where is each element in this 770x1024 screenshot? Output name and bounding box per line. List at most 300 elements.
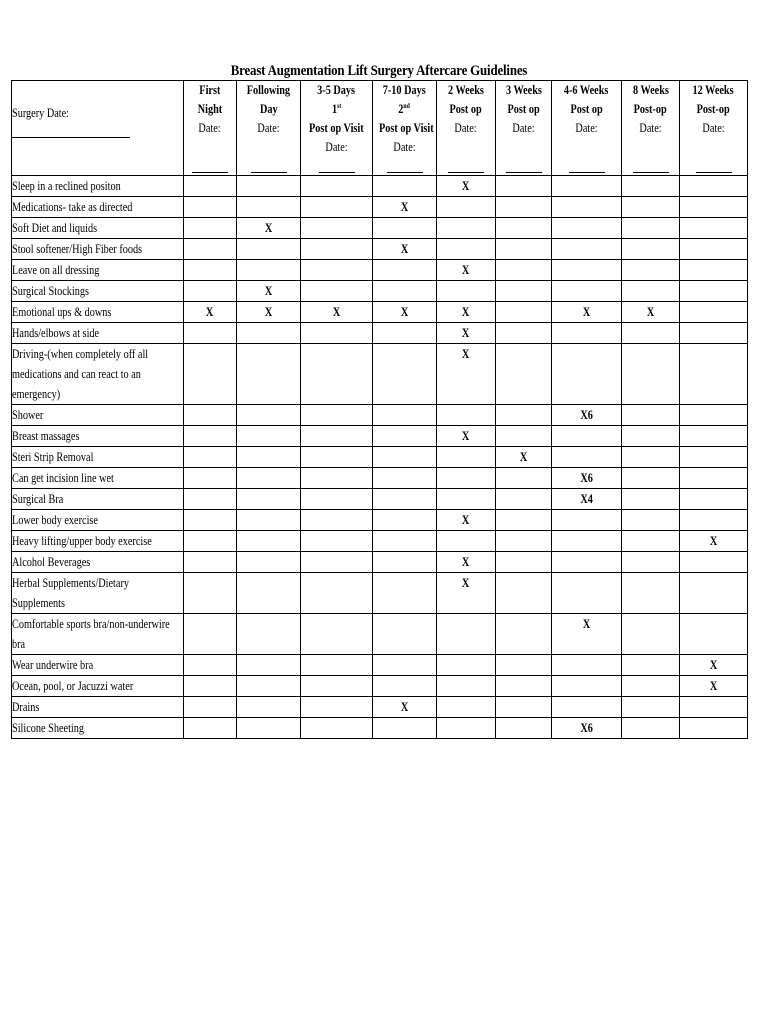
mark-cell[interactable] [496, 697, 552, 718]
mark-cell[interactable] [496, 426, 552, 447]
mark-cell[interactable] [237, 426, 301, 447]
mark-cell[interactable] [184, 718, 237, 739]
mark-cell[interactable] [184, 552, 237, 573]
guideline-line [12, 260, 183, 280]
mark-cell[interactable] [552, 614, 622, 655]
mark-cell[interactable] [437, 405, 496, 426]
mark-cell[interactable] [301, 655, 373, 676]
mark-cell[interactable] [622, 468, 680, 489]
mark-cell[interactable] [184, 510, 237, 531]
guideline-item [12, 344, 184, 405]
mark-cell[interactable] [301, 697, 373, 718]
column-period-text: 3 Weeks [505, 83, 542, 97]
mark-cell[interactable] [437, 239, 496, 260]
mark-cell[interactable] [184, 344, 237, 405]
mark-cell[interactable] [184, 573, 237, 614]
mark-cell[interactable] [680, 447, 748, 468]
mark-cell[interactable] [552, 573, 622, 614]
mark-cell[interactable] [680, 489, 748, 510]
guideline-line [12, 531, 183, 551]
mark-value: X [709, 534, 718, 548]
mark-cell[interactable] [496, 718, 552, 739]
mark-cell[interactable] [680, 260, 748, 281]
table-row [12, 260, 748, 281]
mark-cell[interactable] [373, 718, 437, 739]
column-date-label [373, 138, 436, 157]
column-sub-value: Post op [507, 102, 540, 116]
mark-cell[interactable] [622, 510, 680, 531]
mark-cell[interactable] [496, 344, 552, 405]
mark-cell[interactable] [437, 281, 496, 302]
guideline-line [12, 697, 183, 717]
column-visit [301, 119, 372, 138]
column-sub-value: 1 [331, 102, 337, 116]
mark-cell[interactable] [237, 655, 301, 676]
mark-cell[interactable] [373, 489, 437, 510]
mark-cell[interactable] [237, 281, 301, 302]
guideline-text: Stool softener/High Fiber foods [12, 242, 143, 256]
mark-cell[interactable] [301, 573, 373, 614]
table-row [12, 426, 748, 447]
surgery-date-blank[interactable] [12, 137, 130, 138]
mark-cell[interactable] [680, 573, 748, 614]
mark-cell[interactable] [184, 197, 237, 218]
mark-cell[interactable] [373, 218, 437, 239]
mark-cell[interactable] [301, 323, 373, 344]
column-date-blank[interactable] [251, 172, 287, 173]
mark-cell[interactable] [237, 323, 301, 344]
mark-cell[interactable] [184, 302, 237, 323]
mark-cell[interactable] [496, 218, 552, 239]
column-line3-text: Date: [257, 121, 280, 135]
mark-cell[interactable] [552, 302, 622, 323]
mark-cell[interactable] [496, 405, 552, 426]
mark-cell[interactable] [373, 405, 437, 426]
mark-cell[interactable] [373, 302, 437, 323]
guideline-text: Driving-(when completely off all [12, 347, 149, 361]
mark-cell[interactable] [496, 573, 552, 614]
mark-cell[interactable] [301, 239, 373, 260]
mark-cell[interactable] [184, 531, 237, 552]
mark-value: X6 [580, 721, 593, 735]
mark-cell[interactable] [437, 176, 496, 197]
column-period [373, 81, 436, 100]
table-body [12, 176, 748, 739]
mark-cell[interactable] [184, 676, 237, 697]
mark-cell[interactable] [373, 655, 437, 676]
mark-cell[interactable] [622, 614, 680, 655]
mark-cell[interactable] [301, 405, 373, 426]
mark-cell[interactable] [680, 676, 748, 697]
table-row [12, 552, 748, 573]
mark-cell[interactable] [437, 468, 496, 489]
column-sub-text [570, 100, 602, 119]
mark-cell[interactable] [184, 489, 237, 510]
column-period [237, 81, 300, 100]
mark-value: X [462, 513, 470, 527]
mark-cell[interactable] [552, 218, 622, 239]
guideline-line [12, 364, 183, 384]
mark-cell[interactable] [680, 218, 748, 239]
mark-cell[interactable] [237, 218, 301, 239]
mark-cell[interactable] [552, 176, 622, 197]
mark-cell[interactable] [237, 510, 301, 531]
table-row [12, 405, 748, 426]
mark-cell[interactable] [237, 718, 301, 739]
mark-cell[interactable] [237, 260, 301, 281]
mark-cell[interactable] [301, 218, 373, 239]
guideline-text: Soft Diet and liquids [12, 221, 98, 235]
mark-cell[interactable] [373, 468, 437, 489]
column-line3-text: Date: [702, 121, 725, 135]
mark-cell[interactable] [437, 489, 496, 510]
mark-value: X [400, 700, 409, 714]
table-row [12, 323, 748, 344]
column-date-label [301, 138, 372, 157]
column-sub [237, 100, 300, 119]
mark-cell[interactable] [184, 468, 237, 489]
mark-cell[interactable] [496, 260, 552, 281]
mark-cell[interactable] [680, 197, 748, 218]
column-date-blank[interactable] [319, 172, 355, 173]
column-date-blank[interactable] [192, 172, 228, 173]
guideline-line [12, 510, 183, 530]
mark-cell[interactable] [237, 676, 301, 697]
guideline-item [12, 573, 184, 614]
mark-value: X [462, 305, 470, 319]
mark-cell[interactable] [552, 405, 622, 426]
mark-cell[interactable] [552, 489, 622, 510]
mark-cell[interactable] [373, 552, 437, 573]
mark-cell[interactable] [680, 718, 748, 739]
column-sub-value: Post-op [633, 102, 668, 116]
mark-cell[interactable] [680, 531, 748, 552]
mark-cell[interactable] [437, 426, 496, 447]
mark-cell[interactable] [496, 197, 552, 218]
mark-cell[interactable] [622, 697, 680, 718]
mark-cell[interactable] [373, 197, 437, 218]
mark-cell[interactable] [373, 697, 437, 718]
guideline-text: emergency) [12, 387, 61, 401]
mark-cell[interactable] [301, 531, 373, 552]
mark-cell[interactable] [237, 302, 301, 323]
mark-cell[interactable] [184, 260, 237, 281]
mark-cell[interactable] [552, 344, 622, 405]
mark-cell[interactable] [622, 552, 680, 573]
mark-cell[interactable] [552, 197, 622, 218]
mark-cell[interactable] [622, 676, 680, 697]
column-sub-text [260, 100, 278, 119]
mark-cell[interactable] [680, 344, 748, 405]
column-date-blank[interactable] [696, 172, 732, 173]
mark-cell[interactable] [237, 697, 301, 718]
mark-cell[interactable] [552, 447, 622, 468]
mark-cell[interactable] [184, 176, 237, 197]
mark-cell[interactable] [373, 323, 437, 344]
column-period [680, 81, 747, 100]
mark-cell[interactable] [552, 718, 622, 739]
mark-cell[interactable] [301, 468, 373, 489]
guideline-item [12, 552, 184, 573]
column-header [237, 81, 301, 176]
mark-cell[interactable] [301, 426, 373, 447]
mark-cell[interactable] [496, 176, 552, 197]
mark-cell[interactable] [622, 426, 680, 447]
table-row [12, 176, 748, 197]
column-date-blank[interactable] [633, 172, 669, 173]
mark-cell[interactable] [622, 239, 680, 260]
mark-cell[interactable] [552, 260, 622, 281]
mark-cell[interactable] [552, 655, 622, 676]
mark-cell[interactable] [622, 447, 680, 468]
mark-cell[interactable] [437, 218, 496, 239]
guideline-item [12, 323, 184, 344]
mark-cell[interactable] [184, 323, 237, 344]
mark-cell[interactable] [373, 344, 437, 405]
mark-cell[interactable] [437, 447, 496, 468]
mark-cell[interactable] [373, 531, 437, 552]
column-period [301, 81, 372, 100]
mark-cell[interactable] [237, 468, 301, 489]
column-date-blank[interactable] [506, 172, 542, 173]
mark-cell[interactable] [237, 447, 301, 468]
column-sub-text [697, 100, 730, 119]
mark-cell[interactable] [552, 552, 622, 573]
mark-cell[interactable] [622, 405, 680, 426]
column-date-blank[interactable] [569, 172, 605, 173]
column-sub [496, 100, 551, 119]
mark-cell[interactable] [680, 697, 748, 718]
guideline-text: Drains [12, 700, 40, 714]
mark-cell[interactable] [237, 176, 301, 197]
mark-cell[interactable] [184, 655, 237, 676]
mark-cell[interactable] [552, 323, 622, 344]
mark-cell[interactable] [622, 197, 680, 218]
mark-cell[interactable] [373, 426, 437, 447]
mark-cell[interactable] [184, 697, 237, 718]
mark-cell[interactable] [552, 239, 622, 260]
mark-cell[interactable] [552, 531, 622, 552]
mark-cell[interactable] [496, 281, 552, 302]
mark-cell[interactable] [301, 510, 373, 531]
column-period-text: 2 Weeks [448, 83, 484, 97]
mark-cell[interactable] [680, 302, 748, 323]
mark-cell[interactable] [622, 573, 680, 614]
column-date-blank[interactable] [387, 172, 423, 173]
mark-cell[interactable] [496, 614, 552, 655]
guideline-item [12, 281, 184, 302]
mark-cell[interactable] [622, 218, 680, 239]
mark-cell[interactable] [680, 655, 748, 676]
guideline-item [12, 614, 184, 655]
table-row [12, 531, 748, 552]
table-row [12, 239, 748, 260]
mark-cell[interactable] [622, 260, 680, 281]
mark-value: X [709, 679, 718, 693]
mark-cell[interactable] [680, 176, 748, 197]
mark-cell[interactable] [680, 323, 748, 344]
mark-cell[interactable] [437, 302, 496, 323]
mark-cell[interactable] [622, 281, 680, 302]
mark-cell[interactable] [437, 552, 496, 573]
mark-cell[interactable] [680, 552, 748, 573]
column-period-text: 3-5 Days [317, 83, 356, 97]
mark-cell[interactable] [437, 531, 496, 552]
mark-value: X [582, 305, 591, 319]
table-row [12, 489, 748, 510]
mark-cell[interactable] [437, 197, 496, 218]
mark-cell[interactable] [301, 260, 373, 281]
mark-cell[interactable] [622, 302, 680, 323]
guideline-item [12, 197, 184, 218]
mark-cell[interactable] [301, 447, 373, 468]
mark-value: X [646, 305, 655, 319]
mark-value: X [519, 450, 528, 464]
mark-cell[interactable] [496, 510, 552, 531]
column-date-text: Date: [393, 140, 416, 154]
mark-cell[interactable] [552, 510, 622, 531]
guideline-line [12, 344, 183, 364]
column-header [437, 81, 496, 176]
mark-cell[interactable] [237, 405, 301, 426]
mark-cell[interactable] [622, 344, 680, 405]
mark-cell[interactable] [184, 614, 237, 655]
mark-cell[interactable] [373, 447, 437, 468]
mark-cell[interactable] [301, 281, 373, 302]
mark-cell[interactable] [680, 614, 748, 655]
column-line3-text: Date: [454, 121, 478, 135]
column-header [552, 81, 622, 176]
mark-cell[interactable] [680, 239, 748, 260]
mark-cell[interactable] [437, 510, 496, 531]
mark-cell[interactable] [622, 718, 680, 739]
mark-cell[interactable] [301, 718, 373, 739]
mark-cell[interactable] [373, 176, 437, 197]
mark-cell[interactable] [680, 405, 748, 426]
mark-cell[interactable] [237, 344, 301, 405]
mark-cell[interactable] [680, 468, 748, 489]
guideline-line [12, 573, 183, 593]
mark-cell[interactable] [552, 697, 622, 718]
mark-cell[interactable] [437, 697, 496, 718]
mark-cell[interactable] [237, 614, 301, 655]
mark-cell[interactable] [301, 489, 373, 510]
mark-cell[interactable] [373, 573, 437, 614]
mark-cell[interactable] [237, 197, 301, 218]
mark-cell[interactable] [496, 447, 552, 468]
mark-cell[interactable] [437, 718, 496, 739]
mark-cell[interactable] [184, 218, 237, 239]
guideline-line [12, 239, 183, 259]
mark-cell[interactable] [373, 260, 437, 281]
column-header [301, 81, 373, 176]
column-period [622, 81, 679, 100]
mark-cell[interactable] [184, 426, 237, 447]
guideline-text: Surgical Stockings [12, 284, 89, 298]
mark-cell[interactable] [237, 552, 301, 573]
mark-cell[interactable] [680, 510, 748, 531]
mark-cell[interactable] [496, 655, 552, 676]
mark-cell[interactable] [373, 281, 437, 302]
mark-cell[interactable] [437, 344, 496, 405]
aftercare-table [11, 80, 748, 739]
mark-cell[interactable] [301, 552, 373, 573]
guideline-text: Alcohol Beverages [12, 555, 91, 569]
mark-cell[interactable] [437, 614, 496, 655]
mark-cell[interactable] [373, 510, 437, 531]
mark-cell[interactable] [552, 676, 622, 697]
guideline-line [12, 593, 183, 613]
mark-cell[interactable] [301, 176, 373, 197]
mark-cell[interactable] [373, 614, 437, 655]
mark-cell[interactable] [622, 176, 680, 197]
mark-cell[interactable] [184, 239, 237, 260]
mark-cell[interactable] [237, 531, 301, 552]
column-sub [680, 100, 747, 119]
mark-cell[interactable] [437, 676, 496, 697]
mark-cell[interactable] [184, 405, 237, 426]
mark-cell[interactable] [622, 531, 680, 552]
mark-cell[interactable] [496, 552, 552, 573]
mark-cell[interactable] [622, 323, 680, 344]
mark-cell[interactable] [301, 197, 373, 218]
mark-cell[interactable] [496, 489, 552, 510]
mark-value: X [462, 576, 470, 590]
column-sub-value: Day [259, 102, 278, 116]
mark-value: X [709, 658, 718, 672]
mark-cell[interactable] [437, 655, 496, 676]
guideline-text: Ocean, pool, or Jacuzzi water [12, 679, 134, 693]
mark-cell[interactable] [373, 239, 437, 260]
mark-cell[interactable] [373, 676, 437, 697]
mark-cell[interactable] [184, 281, 237, 302]
column-sub [552, 100, 621, 119]
mark-cell[interactable] [552, 468, 622, 489]
mark-cell[interactable] [301, 344, 373, 405]
column-line3-text: Date: [198, 121, 222, 135]
column-period [552, 81, 621, 100]
mark-cell[interactable] [237, 239, 301, 260]
mark-cell[interactable] [496, 302, 552, 323]
mark-cell[interactable] [184, 447, 237, 468]
column-sub-value: Post op [570, 102, 603, 116]
mark-cell[interactable] [237, 573, 301, 614]
mark-cell[interactable] [680, 281, 748, 302]
mark-cell[interactable] [496, 239, 552, 260]
mark-cell[interactable] [301, 676, 373, 697]
mark-cell[interactable] [496, 323, 552, 344]
mark-cell[interactable] [237, 489, 301, 510]
mark-cell[interactable] [437, 323, 496, 344]
mark-cell[interactable] [622, 655, 680, 676]
mark-cell[interactable] [552, 281, 622, 302]
mark-cell[interactable] [496, 676, 552, 697]
mark-cell[interactable] [552, 426, 622, 447]
column-period-text: 4-6 Weeks [564, 83, 609, 97]
mark-cell[interactable] [622, 489, 680, 510]
mark-cell[interactable] [301, 614, 373, 655]
table-row [12, 281, 748, 302]
mark-cell[interactable] [301, 302, 373, 323]
mark-cell[interactable] [437, 260, 496, 281]
guideline-line [12, 176, 183, 196]
mark-cell[interactable] [437, 573, 496, 614]
guideline-text: Wear underwire bra [12, 658, 94, 672]
mark-cell[interactable] [680, 426, 748, 447]
mark-cell[interactable] [496, 531, 552, 552]
column-date-blank[interactable] [448, 172, 484, 173]
mark-cell[interactable] [496, 468, 552, 489]
